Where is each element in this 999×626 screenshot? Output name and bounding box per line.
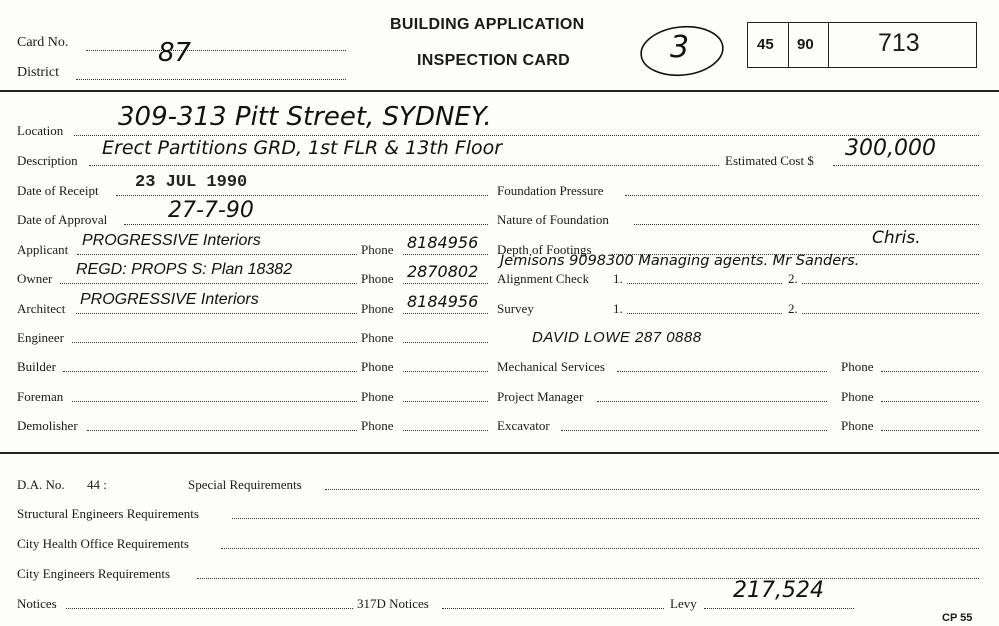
applicant-label: Applicant bbox=[17, 242, 69, 257]
alignment-num-1: 1. bbox=[613, 271, 623, 286]
builder-line bbox=[63, 371, 357, 372]
top-divider bbox=[0, 90, 999, 92]
city-engineers-line bbox=[197, 578, 979, 579]
note-jemisons: Jemisons 9098300 Managing agents. Mr Sanders. bbox=[500, 253, 860, 269]
demolisher-phone-line bbox=[403, 430, 488, 431]
card-title-line1: BUILDING APPLICATION bbox=[390, 16, 585, 33]
depth-of-footings-label: Depth of Footings bbox=[497, 242, 592, 257]
architect-phone: 8184956 bbox=[407, 292, 479, 311]
excavator-label: Excavator bbox=[497, 418, 550, 433]
reference-box bbox=[747, 22, 977, 68]
ref-box-1: 45 bbox=[757, 36, 774, 53]
location-line bbox=[74, 135, 979, 136]
levy-label: Levy bbox=[670, 596, 697, 611]
card-no-line bbox=[86, 50, 346, 51]
owner-line bbox=[60, 283, 357, 284]
applicant-phone-line bbox=[403, 254, 488, 255]
excavator-phone-label: Phone bbox=[841, 418, 874, 433]
excavator-phone-line bbox=[881, 430, 979, 431]
da-no-label: D.A. No. bbox=[17, 477, 65, 492]
owner-value: REGD: PROPS S: Plan 18382 bbox=[76, 261, 293, 278]
ref-box-3: 713 bbox=[878, 29, 920, 57]
excavator-line bbox=[561, 430, 827, 431]
note-chris: Chris. bbox=[872, 228, 921, 248]
da-no-value: 44 : bbox=[87, 477, 107, 492]
structural-requirements-line bbox=[232, 518, 979, 519]
special-requirements-label: Special Requirements bbox=[188, 477, 302, 492]
foundation-pressure-line bbox=[625, 195, 979, 196]
levy-line bbox=[704, 608, 854, 609]
note-david-lowe: DAVID LOWE 287 0888 bbox=[532, 329, 702, 346]
owner-phone: 2870802 bbox=[407, 262, 479, 281]
builder-label: Builder bbox=[17, 359, 56, 374]
foreman-label: Foreman bbox=[17, 389, 64, 404]
survey-label: Survey bbox=[497, 301, 534, 316]
levy-value: 217,524 bbox=[733, 578, 824, 603]
alignment-num-2: 2. bbox=[788, 271, 798, 286]
applicant-line bbox=[77, 254, 357, 255]
builder-phone-line bbox=[403, 371, 488, 372]
notices-line bbox=[66, 608, 353, 609]
notices-label: Notices bbox=[17, 596, 57, 611]
architect-value: PROGRESSIVE Interiors bbox=[80, 291, 259, 308]
health-office-line bbox=[221, 548, 979, 549]
applicant-value: PROGRESSIVE Interiors bbox=[82, 232, 261, 249]
estimated-cost-line bbox=[833, 165, 979, 166]
notices-317d-label: 317D Notices bbox=[357, 596, 429, 611]
location-value: 309-313 Pitt Street, SYDNEY. bbox=[118, 102, 492, 132]
date-of-approval-label: Date of Approval bbox=[17, 212, 108, 227]
demolisher-label: Demolisher bbox=[17, 418, 78, 433]
description-label: Description bbox=[17, 153, 78, 168]
mechanical-phone-line bbox=[881, 371, 979, 372]
card-no-value: 87 bbox=[158, 38, 192, 68]
structural-requirements-label: Structural Engineers Requirements bbox=[17, 506, 199, 521]
description-value: Erect Partitions GRD, 1st FLR & 13th Floor bbox=[102, 137, 503, 159]
demolisher-phone-label: Phone bbox=[361, 418, 394, 433]
description-line bbox=[89, 165, 719, 166]
bottom-divider bbox=[0, 452, 999, 454]
owner-phone-line bbox=[403, 283, 488, 284]
owner-label: Owner bbox=[17, 271, 53, 286]
architect-line bbox=[76, 313, 357, 314]
engineer-phone-line bbox=[403, 342, 488, 343]
foundation-pressure-label: Foundation Pressure bbox=[497, 183, 604, 198]
city-engineers-label: City Engineers Requirements bbox=[17, 566, 171, 581]
foreman-phone-line bbox=[403, 401, 488, 402]
engineer-label: Engineer bbox=[17, 330, 64, 345]
alignment-check-label: Alignment Check bbox=[497, 271, 590, 286]
applicant-phone: 8184956 bbox=[407, 233, 479, 252]
architect-phone-line bbox=[403, 313, 488, 314]
mechanical-phone-label: Phone bbox=[841, 359, 874, 374]
survey-num-1: 1. bbox=[613, 301, 623, 316]
estimated-cost-value: 300,000 bbox=[845, 136, 936, 161]
nature-of-foundation-line bbox=[634, 224, 979, 225]
notices-317d-line bbox=[442, 608, 664, 609]
date-of-receipt-label: Date of Receipt bbox=[17, 183, 99, 198]
foreman-phone-label: Phone bbox=[361, 389, 394, 404]
mechanical-services-line bbox=[617, 371, 827, 372]
architect-label: Architect bbox=[17, 301, 66, 316]
date-of-receipt-line bbox=[116, 195, 488, 196]
project-manager-label: Project Manager bbox=[497, 389, 584, 404]
circled-number: 3 bbox=[670, 30, 690, 65]
survey-line-1 bbox=[627, 313, 782, 314]
card-no-label: Card No. bbox=[17, 35, 69, 50]
location-label: Location bbox=[17, 123, 64, 138]
engineer-phone-label: Phone bbox=[361, 330, 394, 345]
survey-line-2 bbox=[802, 313, 979, 314]
survey-num-2: 2. bbox=[788, 301, 798, 316]
engineer-line bbox=[72, 342, 357, 343]
alignment-line-2 bbox=[802, 283, 979, 284]
date-of-approval-value: 27-7-90 bbox=[168, 198, 254, 223]
applicant-phone-label: Phone bbox=[361, 242, 394, 257]
project-manager-line bbox=[597, 401, 827, 402]
demolisher-line bbox=[87, 430, 357, 431]
project-manager-phone-label: Phone bbox=[841, 389, 874, 404]
architect-phone-label: Phone bbox=[361, 301, 394, 316]
foreman-line bbox=[72, 401, 357, 402]
builder-phone-label: Phone bbox=[361, 359, 394, 374]
nature-of-foundation-label: Nature of Foundation bbox=[497, 212, 609, 227]
district-line bbox=[76, 79, 346, 80]
special-requirements-line bbox=[325, 489, 979, 490]
health-office-label: City Health Office Requirements bbox=[17, 536, 189, 551]
form-code: CP 55 bbox=[942, 612, 973, 624]
owner-phone-label: Phone bbox=[361, 271, 394, 286]
alignment-line-1 bbox=[627, 283, 782, 284]
ref-box-2: 90 bbox=[797, 36, 814, 53]
card-title-line2: INSPECTION CARD bbox=[417, 52, 570, 69]
project-manager-phone-line bbox=[881, 401, 979, 402]
district-label: District bbox=[17, 65, 59, 80]
date-of-approval-line bbox=[124, 224, 488, 225]
date-of-receipt-stamp: 23 JUL 1990 bbox=[135, 173, 248, 192]
estimated-cost-label: Estimated Cost $ bbox=[725, 153, 814, 168]
mechanical-services-label: Mechanical Services bbox=[497, 359, 605, 374]
